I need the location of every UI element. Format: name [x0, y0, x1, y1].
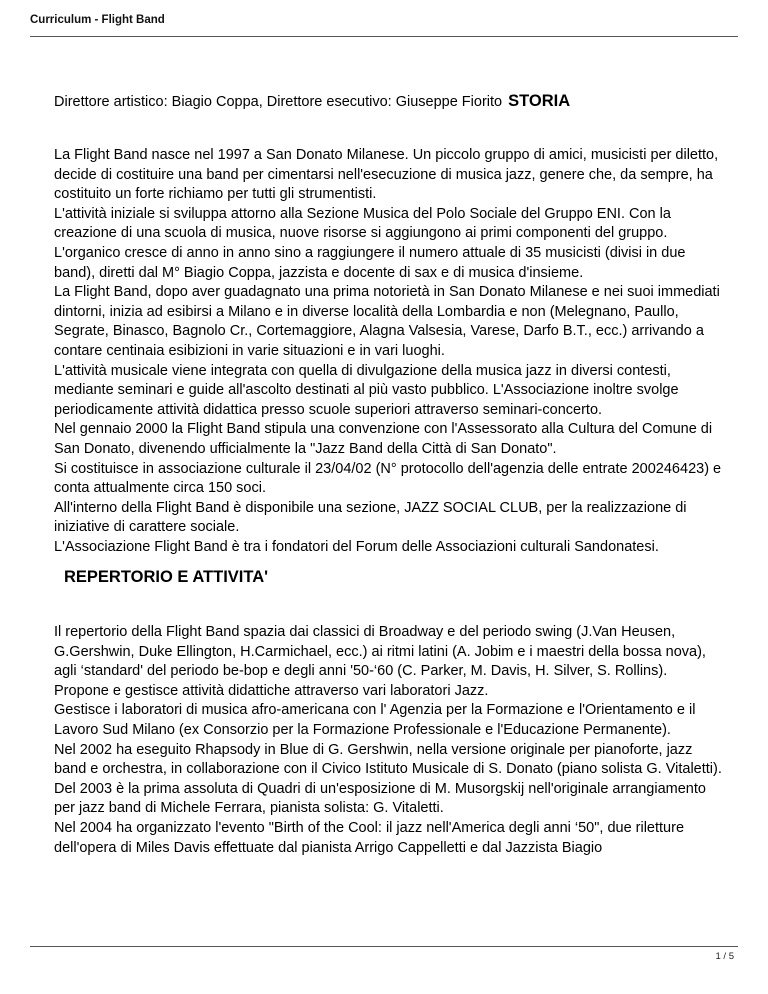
paragraph: Gestisce i laboratori di musica afro-americana con l' Agenzia per la Formazione e l'Orientamento e il Lavoro Sud Milano (ex Consorzio per la Formazione Professionale e l'Educazione Permanente).: [54, 702, 696, 738]
paragraph: L'Associazione Flight Band è tra i fondatori del Forum delle Associazioni culturali Sandonatesi.: [54, 538, 659, 555]
paragraph: Il repertorio della Flight Band spazia dai classici di Broadway e del periodo swing (J.Van Heusen, G.Gershwin, Duke Ellington, H.Carmichael, ecc.) ai ritmi latini (A. Jobim e i maestri della bossa nova), agli ‘standard' del periodo be-bop e degli anni '50-‘60 (C. Parker, M. Davis, H. Silver, S. Rollins).: [54, 624, 706, 680]
paragraph: Propone e gestisce attività didattiche attraverso vari laboratori Jazz.: [54, 682, 489, 699]
paragraph: L'attività musicale viene integrata con quella di divulgazione della musica jazz in diversi contesti, mediante seminari e guide all'ascolto destinati al più vasto pubblico. L'Associazione inoltre svolge periodicamente attività didattica presso scuole superiori attraverso seminari-concerto.: [54, 362, 679, 418]
page-header-title: Curriculum - Flight Band: [30, 14, 165, 26]
paragraph: La Flight Band nasce nel 1997 a San Donato Milanese. Un piccolo gruppo di amici, musicisti per diletto, decide di costituire una band per cimentarsi nell'esecuzione di musica jazz, genere che, da sempre, ha costituito un forte richiamo per tutti gli strumentisti.: [54, 147, 719, 203]
paragraph: Si costituisce in associazione culturale il 23/04/02 (N° protocollo dell'agenzia delle entrate 200246423) e conta attualmente circa 150 soci.: [54, 460, 722, 497]
header-divider: [30, 36, 738, 37]
page-number: 1 / 5: [715, 951, 734, 962]
paragraph: Nel gennaio 2000 la Flight Band stipula una convenzione con l'Assessorato alla Cultura del Comune di San Donato, divenendo ufficialmente la "Jazz Band della Città di San Donato".: [54, 421, 713, 457]
paragraph: La Flight Band, dopo aver guadagnato una prima notorietà in San Donato Milanese e nei suoi immediati dintorni, inizia ad esibirsi a Milano e in diverse località della Lombardia e non (Melegnano, Paullo, Segrate, Binasco, Bagnolo Cr., Cortemaggiore, Alagna Valsesia, Varese, Darfo B.T., ecc.) arrivando a contare centinaia esibizioni in varie situazioni e in vari luoghi.: [54, 284, 720, 359]
storia-heading: STORIA: [508, 92, 571, 110]
intro-line: [54, 92, 570, 111]
paragraph: Nel 2002 ha eseguito Rhapsody in Blue di G. Gershwin, nella versione originale per pianoforte, jazz band e orchestra, in collaborazione con il Civico Istituto Musicale di S. Donato (piano solista G. Vitaletti).: [54, 741, 722, 778]
paragraph: Del 2003 è la prima assoluta di Quadri di un'esposizione di M. Musorgskij nell'originale arrangiamento per jazz band di Michele Ferrara, pianista solista: G. Vitaletti.: [54, 780, 706, 817]
repertorio-heading: REPERTORIO E ATTIVITA': [64, 568, 269, 586]
storia-section: [54, 146, 726, 557]
paragraph: Nel 2004 ha organizzato l'evento "Birth of the Cool: il jazz nell'America degli anni ‘50", due riletture dell'opera di Miles Davis effettuate dal pianista Arrigo Cappelletti e dal Jazzista Biagio: [54, 819, 685, 856]
directors-text: Direttore artistico: Biagio Coppa, Direttore esecutivo: Giuseppe Fiorito: [54, 94, 503, 110]
paragraph: All'interno della Flight Band è disponibile una sezione, JAZZ SOCIAL CLUB, per la realizzazione di iniziative di carattere sociale.: [54, 499, 687, 536]
footer-divider: [30, 946, 738, 947]
paragraph: L'organico cresce di anno in anno sino a raggiungere il numero attuale di 35 musicisti (divisi in due band), diretti dal M° Biagio Coppa, jazzista e docente di sax e di musica d'insieme.: [54, 244, 686, 281]
repertorio-section: [54, 623, 726, 858]
paragraph: L'attività iniziale si sviluppa attorno alla Sezione Musica del Polo Sociale del Gruppo ENI. Con la creazione di una scuola di musica, nuove risorse si aggiungono ai primi componenti del gruppo.: [54, 205, 671, 242]
